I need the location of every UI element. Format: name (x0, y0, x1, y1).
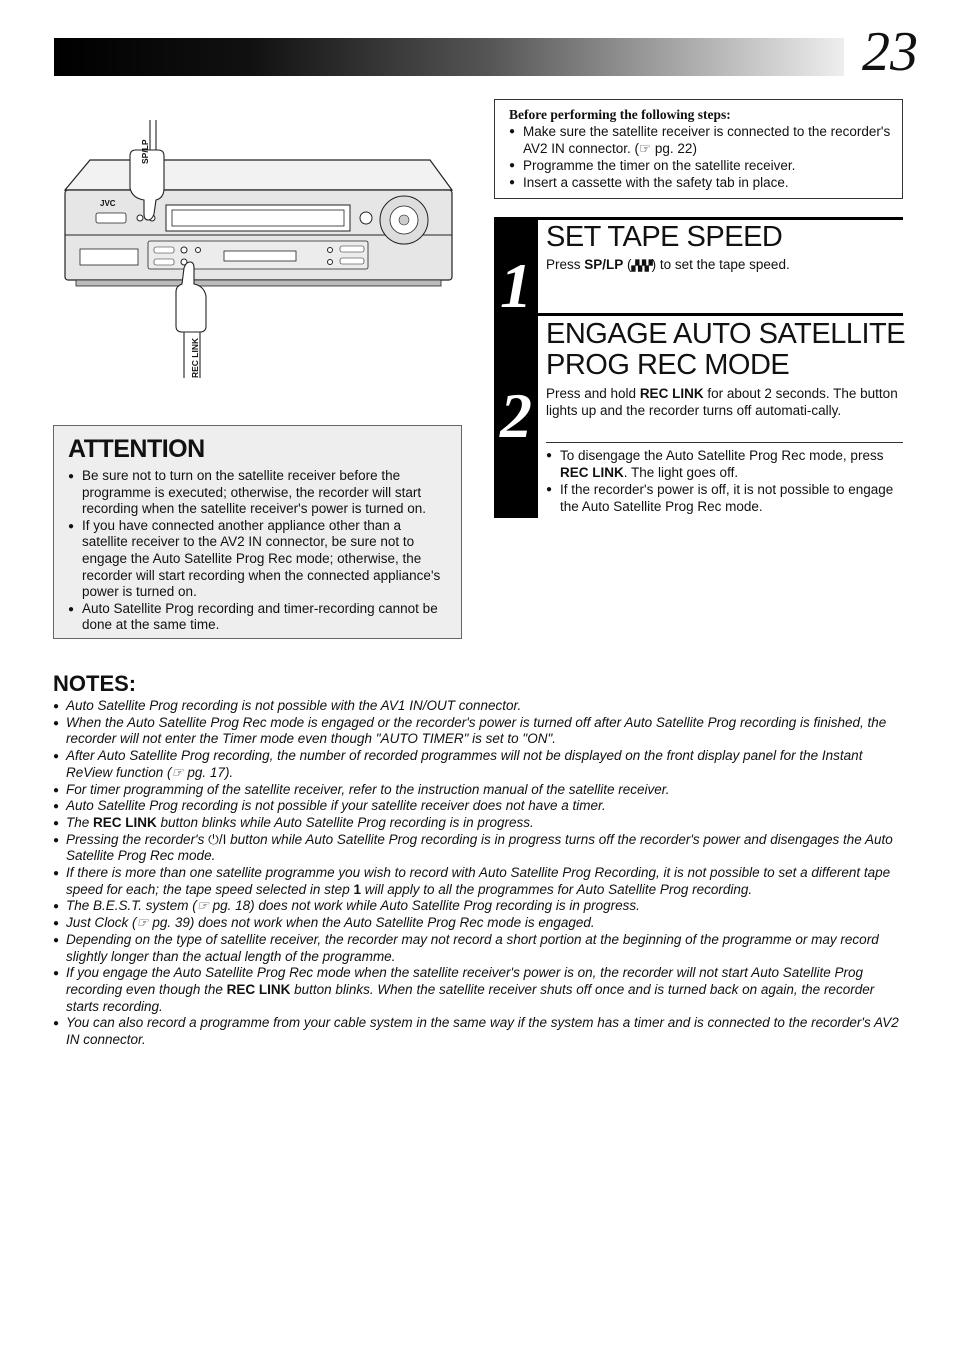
step-2-title-line1: ENGAGE AUTO SATELLITE (546, 318, 906, 350)
prerequisite-box (494, 99, 903, 199)
attention-box (53, 425, 462, 639)
brand-logo: JVC (100, 199, 116, 208)
step-2-bullet: ● If the recorder's power is off, it is not possible to engage the Auto Satellite Prog Rec mode. (546, 481, 902, 515)
note-item: ● The B.E.S.T. system (☞ pg. 18) does not work while Auto Satellite Prog recording is in progress. (53, 898, 909, 915)
attention-item: ● Be sure not to turn on the satellite receiver before the programme is executed; otherwise, the recorder will start recording when the satellite receiver's power is turned on. (68, 468, 447, 518)
page-number: 23 (862, 21, 918, 83)
attention-title: ATTENTION (68, 435, 205, 463)
step-2-bullets (546, 447, 902, 515)
step-2-bullet: ● To disengage the Auto Satellite Prog Rec mode, press REC LINK. The light goes off. (546, 447, 902, 481)
note-item: ● If there is more than one satellite programme you wish to record with Auto Satellite Prog Recording, it is not possible to set a different tape speed for each; the tape speed selected in step 1 will apply to all the programmes for Auto Satellite Prog recording. (53, 865, 909, 898)
prerequisite-item: ● Insert a cassette with the safety tab in place. (509, 174, 892, 191)
step-number-2: 2 (500, 380, 532, 451)
notes-title: NOTES: (53, 671, 137, 696)
splp-label: SP/LP (140, 139, 150, 164)
header-gradient-bar (54, 38, 844, 76)
power-icon: ⏻/I (208, 831, 227, 847)
note-item: ● For timer programming of the satellite receiver, refer to the instruction manual of the satellite receiver. (53, 782, 909, 799)
step-2-divider (546, 442, 903, 443)
note-item: ● If you engage the Auto Satellite Prog Rec mode when the satellite receiver's power is on, the recorder will not start Auto Satellite Prog recording even though the REC LINK button blinks. When the satellite receiver shuts off once and is turned back on again, the recorder starts recording. (53, 965, 909, 1015)
note-item: ● Pressing the recorder's ⏻/I button while Auto Satellite Prog recording is in progress turns off the recorder's power and disengages the Auto Satellite Prog Rec mode. (53, 832, 909, 865)
note-item: ● Auto Satellite Prog recording is not possible with the AV1 IN/OUT connector. (53, 698, 909, 715)
step-1-rule (538, 217, 903, 220)
vcr-illustration (60, 120, 460, 390)
reclink-label: REC LINK (190, 337, 200, 378)
note-item: ● Auto Satellite Prog recording is not possible if your satellite receiver does not have a timer. (53, 798, 909, 815)
attention-item: ● If you have connected another appliance other than a satellite receiver to the AV2 IN connector, be sure not to engage the Auto Satellite Prog Rec mode; otherwise, the recorder will start recording when the connected appliance's power is turned on. (68, 518, 447, 601)
note-item: ● You can also record a programme from your cable system in the same way if the system has a timer and is connected to the recorder's AV2 IN connector. (53, 1015, 909, 1048)
prerequisite-title: Before performing the following steps: (509, 107, 731, 122)
step-1-title: SET TAPE SPEED (546, 221, 783, 253)
note-item: ● The REC LINK button blinks while Auto Satellite Prog recording is in progress. (53, 815, 909, 832)
tape-speed-icon: ▞▞▞ (631, 261, 652, 272)
step-2-title-line2: PROG REC MODE (546, 349, 790, 381)
note-item: ● Depending on the type of satellite receiver, the recorder may not record a short portion at the beginning of the programme or may record slightly longer than the actual length of the programme. (53, 932, 909, 965)
prerequisite-item: ● Programme the timer on the satellite receiver. (509, 157, 892, 174)
step-1-body: Press SP/LP (▞▞▞) to set the tape speed. (546, 257, 790, 272)
note-item: ● When the Auto Satellite Prog Rec mode is engaged or the recorder's power is turned off after Auto Satellite Prog recording is finished, the recorder will not enter the Timer mode even though "AUTO TIMER" is set to "ON". (53, 715, 909, 748)
attention-item: ● Auto Satellite Prog recording and timer-recording cannot be done at the same time. (68, 601, 447, 634)
step-number-1: 1 (500, 250, 532, 321)
prerequisite-item: ● Make sure the satellite receiver is connected to the recorder's AV2 IN connector. (☞ pg. 22) (509, 123, 892, 157)
step-2-body: Press and hold REC LINK for about 2 seconds. The button lights up and the recorder turns off automati-cally. (546, 386, 898, 418)
step-2-rule (538, 313, 903, 316)
note-item: ● After Auto Satellite Prog recording, the number of recorded programmes will not be displayed on the front display panel for the Instant ReView function (☞ pg. 17). (53, 748, 909, 781)
notes-list (53, 698, 909, 1049)
note-item: ● Just Clock (☞ pg. 39) does not work when the Auto Satellite Prog Rec mode is engaged. (53, 915, 909, 932)
